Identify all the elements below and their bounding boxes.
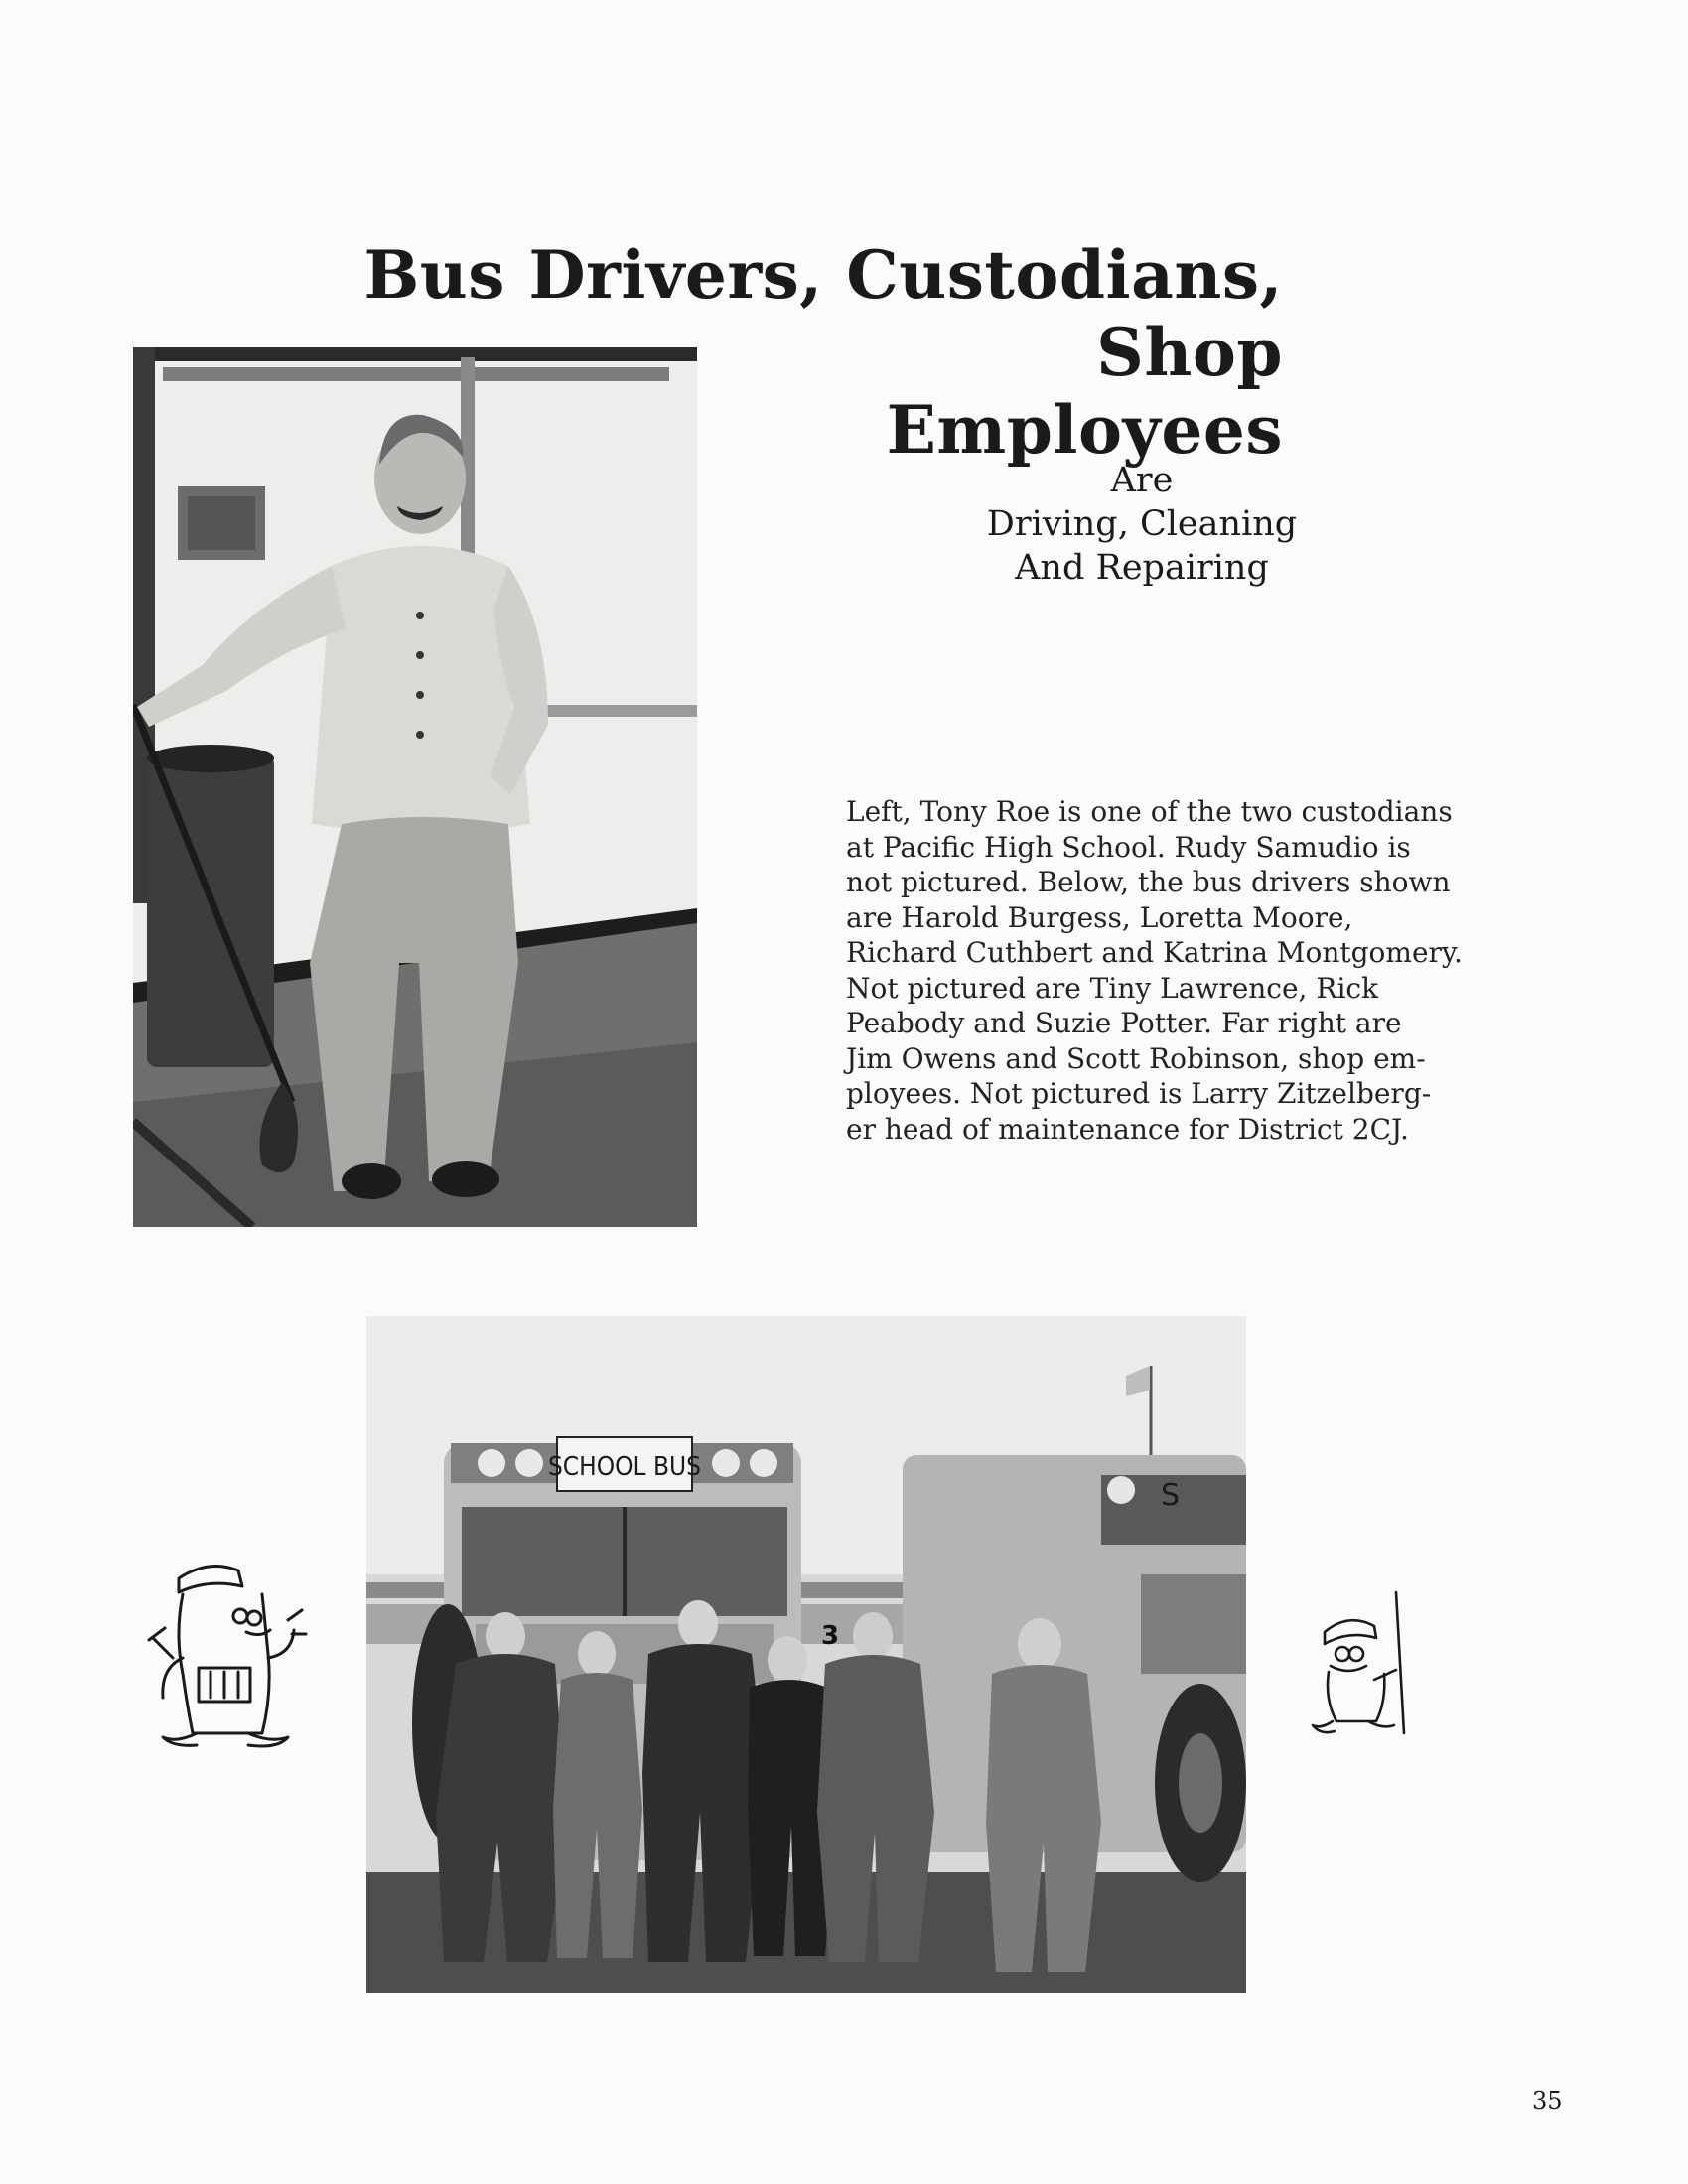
bus-drivers-photo bbox=[366, 1316, 1246, 1993]
bus-drivers-photo-image bbox=[366, 1316, 1246, 1993]
broom-mascot-icon bbox=[1309, 1588, 1418, 1737]
page-number: 35 bbox=[1532, 2087, 1563, 2115]
title-line-2: Employees bbox=[886, 391, 1283, 469]
caption-text bbox=[846, 794, 1531, 1147]
page-subtitle bbox=[943, 459, 1340, 590]
custodian-photo bbox=[133, 347, 697, 1227]
caption-line: ployees. Not pictured is Larry Zitzelberg- bbox=[846, 1077, 1432, 1110]
caption-line: Peabody and Suzie Potter. Far right are bbox=[846, 1007, 1402, 1039]
subtitle-line-3: And Repairing bbox=[1015, 548, 1269, 588]
caption-line: not pictured. Below, the bus drivers shown bbox=[846, 866, 1451, 898]
subtitle-line-1: Are bbox=[1110, 461, 1174, 500]
custodian-photo-image bbox=[133, 347, 697, 1227]
subtitle-line-2: Driving, Cleaning bbox=[986, 504, 1298, 544]
caption-line: Left, Tony Roe is one of the two custodians bbox=[846, 795, 1453, 828]
title-line-1: Bus Drivers, Custodians, Shop bbox=[363, 236, 1283, 391]
caption-line: at Pacific High School. Rudy Samudio is bbox=[846, 830, 1411, 864]
school-bus-sign: SCHOOL BUS bbox=[547, 1452, 702, 1482]
caption-line: Richard Cuthbert and Katrina Montgomery. bbox=[846, 936, 1463, 969]
caption-line: Not pictured are Tiny Lawrence, Rick bbox=[846, 971, 1379, 1005]
caption-line: are Harold Burgess, Loretta Moore, bbox=[846, 900, 1353, 934]
wrench-mascot-icon bbox=[139, 1549, 308, 1767]
caption-line: Jim Owens and Scott Robinson, shop em- bbox=[846, 1041, 1426, 1075]
bus-number-left: 3 bbox=[821, 1621, 840, 1651]
bus-sign-partial: S bbox=[1161, 1478, 1181, 1513]
caption-line: er head of maintenance for District 2CJ. bbox=[846, 1112, 1409, 1146]
